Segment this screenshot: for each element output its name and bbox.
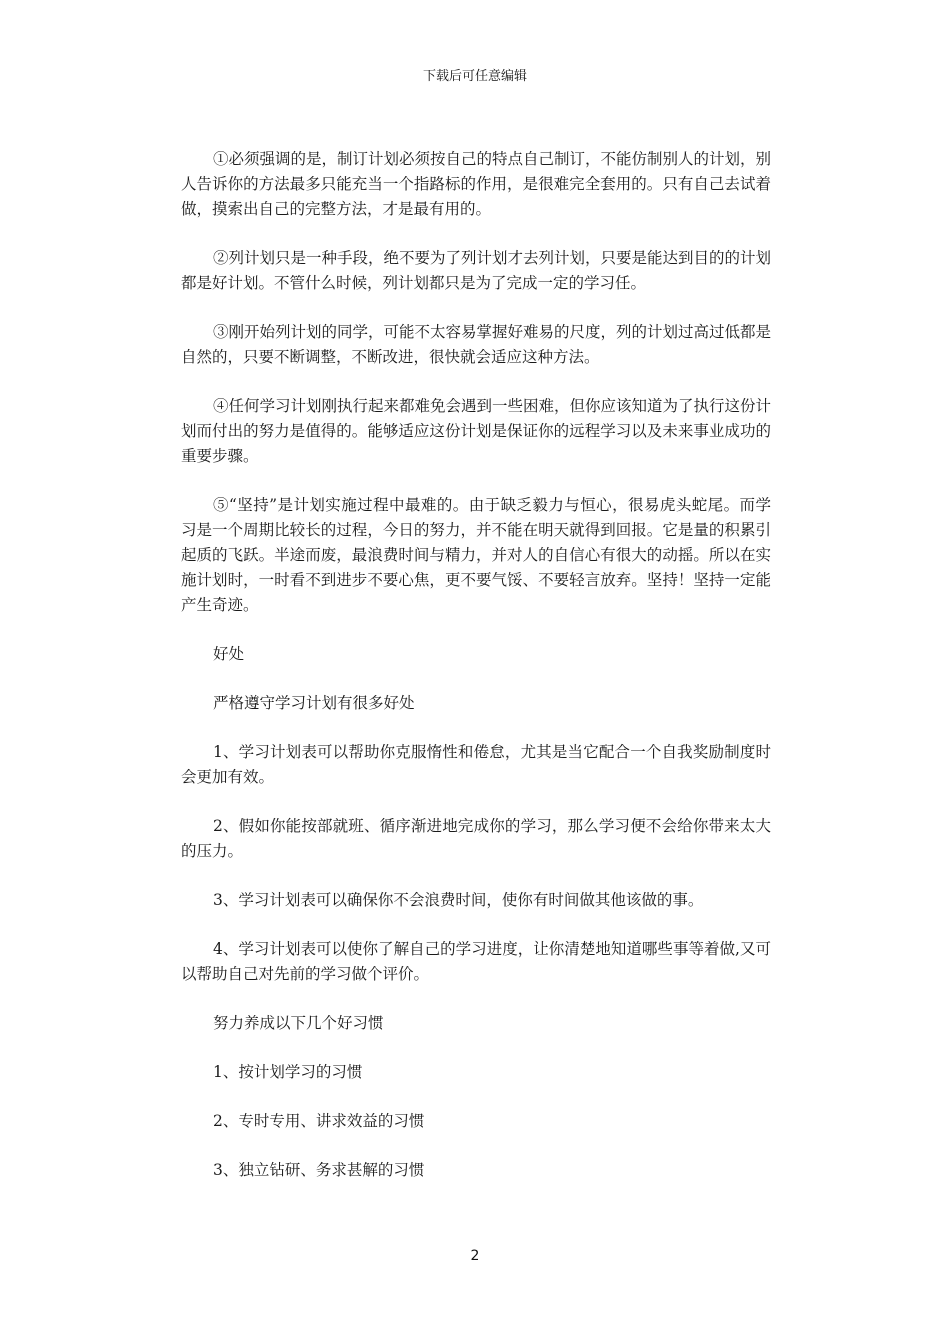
benefit-item-1: 1、学习计划表可以帮助你克服惰性和倦怠，尤其是当它配合一个自我奖励制度时会更加有效。 <box>181 743 771 786</box>
paragraph-3: ③刚开始列计划的同学，可能不太容易掌握好难易的尺度，列的计划过高过低都是自然的，只要不断调整，不断改进，很快就会适应这种方法。 <box>181 323 772 366</box>
paragraph-4: ④任何学习计划刚执行起来都难免会遇到一些困难，但你应该知道为了执行这份计划而付出的努力是值得的。能够适应这份计划是保证你的远程学习以及未来事业成功的重要步骤。 <box>181 397 772 465</box>
habit-item-2: 2、专时专用、讲求效益的习惯 <box>213 1112 425 1130</box>
section-heading-benefits: 好处 <box>213 645 245 663</box>
benefit-item-2: 2、假如你能按部就班、循序渐进地完成你的学习，那么学习便不会给你带来太大的压力。 <box>181 817 771 860</box>
paragraph-1: ①必须强调的是，制订计划必须按自己的特点自己制订，不能仿制别人的计划，别人告诉你的方法最多只能充当一个指路标的作用，是很难完全套用的。只有自己去试着做，摸索出自己的完整方法，才是最有用的。 <box>181 150 772 218</box>
page-header: 下载后可任意编辑 <box>422 69 527 84</box>
document-body <box>181 147 771 1207</box>
benefits-intro: 严格遵守学习计划有很多好处 <box>213 694 415 712</box>
habit-item-3: 3、独立钻研、务求甚解的习惯 <box>213 1161 425 1179</box>
benefit-item-4: 4、学习计划表可以使你了解自己的学习进度，让你清楚地知道哪些事等着做,又可以帮助自己对先前的学习做个评价。 <box>181 940 771 983</box>
page-number: 2 <box>470 1248 480 1264</box>
paragraph-5: ⑤“坚持”是计划实施过程中最难的。由于缺乏毅力与恒心，很易虎头蛇尾。而学习是一个周期比较长的过程，今日的努力，并不能在明天就得到回报。它是量的积累引起质的飞跃。半途而废，最浪费时间与精力，并对人的自信心有很大的动摇。所以在实施计划时，一时看不到进步不要心焦，更不要气馁、不要轻言放弃。坚持！坚持一定能产生奇迹。 <box>181 496 771 614</box>
paragraph-2: ②列计划只是一种手段，绝不要为了列计划才去列计划，只要是能达到目的的计划都是好计划。不管什么时候，列计划都只是为了完成一定的学习任。 <box>181 249 772 292</box>
benefit-item-3: 3、学习计划表可以确保你不会浪费时间，使你有时间做其他该做的事。 <box>213 891 704 909</box>
habit-item-1: 1、按计划学习的习惯 <box>213 1063 363 1081</box>
habits-heading: 努力养成以下几个好习惯 <box>213 1014 384 1032</box>
